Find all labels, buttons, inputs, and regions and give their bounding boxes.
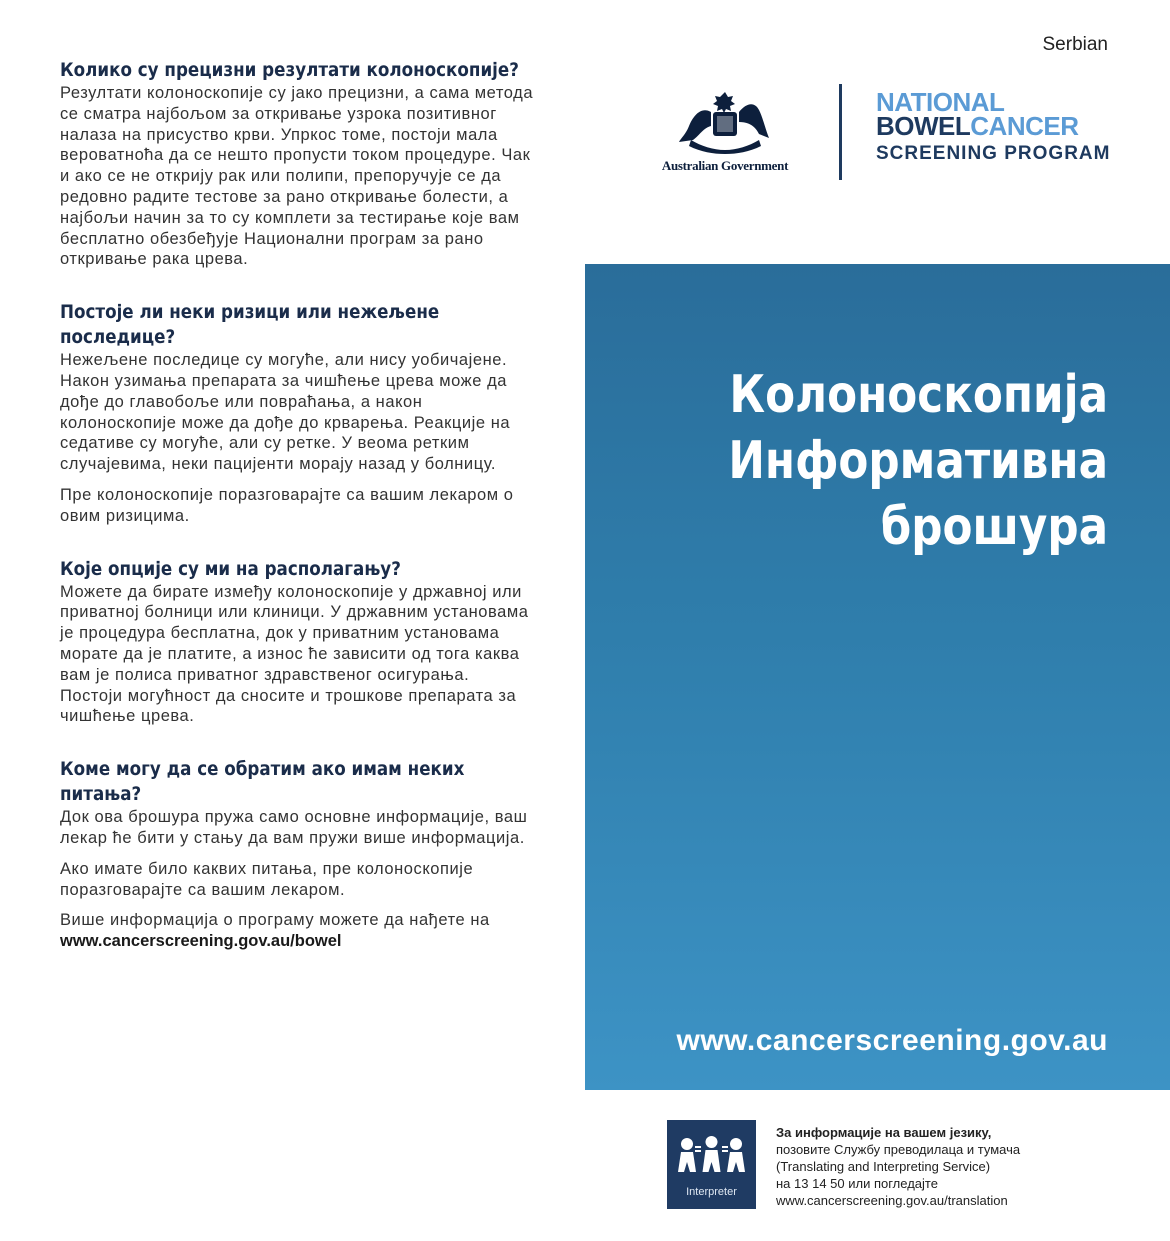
program-logo-bowel: BOWEL [876, 111, 971, 141]
australian-government-text: Australian Government [661, 158, 789, 173]
program-logo-line1: NATIONAL [876, 87, 1005, 117]
section-paragraph: Резултати колоноскопије су јако прецизни, а сама метода се сматра најбољом за откривање узрока позитивног налаза на присуство крви. Упркос томе, постоји мала вероватноћа да се нешто пропусти током процедуре. Чак и ако се не открију рак или полипи, препоручује се да редовно радите тестове за рано откривање болести, а најбољи начин за то су комплети за тестирање које вам бесплатно обезбеђује Национални програм за рано откривање рака црева. [60, 84, 534, 269]
interpreter-info [776, 1124, 1106, 1209]
translation-link[interactable]: www.cancerscreening.gov.au/translation [776, 1193, 1008, 1208]
interpreter-icon-label: Interpreter [686, 1186, 737, 1198]
section-questions [60, 757, 535, 952]
section-accuracy [60, 58, 535, 270]
cover-title-line1: Колоноскопија [729, 365, 1108, 425]
coat-of-arms-icon [677, 88, 773, 154]
cover-title-line2: Информативна [728, 431, 1108, 491]
section-title: Коме могу да се обратим ако имам неких питања? [60, 758, 465, 806]
cover-title-line3: брошура [880, 497, 1108, 557]
language-label: Serbian [1042, 34, 1108, 55]
logo-divider [839, 84, 842, 180]
section-options [60, 557, 535, 728]
program-logo-line2 [876, 111, 1116, 141]
section-paragraph: Нежељене последице су могуће, али нису уобичајене. Након узимања препарата за чишћење црева може да дође до главобоље или повраћања, а након колоноскопије може да дође до крварења. Реакције на седативе су могуће, али су ретке. У веома ретким случајевима, неки пацијенти морају назад у болницу. [60, 351, 511, 474]
program-logo-line3: SCREENING PROGRAM [876, 143, 1111, 164]
section-title: Које опције су ми на располагању? [60, 557, 401, 580]
section-paragraph: Ако имате било каквих питања, пре колоноскопије поразговарајте са вашим лекаром. [60, 859, 474, 899]
more-info-paragraph [60, 910, 535, 952]
bowel-info-link[interactable]: www.cancerscreening.gov.au/bowel [60, 932, 342, 951]
cover-panel [585, 264, 1170, 1090]
brochure-text-column [60, 58, 535, 982]
cover-title [728, 362, 1108, 560]
section-title: Постоје ли неки ризици или нежељене последице? [60, 301, 440, 349]
program-logo-cancer: CANCER [970, 111, 1079, 141]
program-logo [876, 87, 1116, 168]
section-risks [60, 300, 535, 526]
interpreter-logo [667, 1120, 756, 1209]
interpreter-line: (Translating and Interpreting Service) [776, 1159, 991, 1174]
more-info-text: Више информација о програму можете да нађете на [60, 911, 490, 930]
interpreter-heading: За информације на вашем језику, [776, 1125, 992, 1140]
cover-website-link[interactable]: www.cancerscreening.gov.au [676, 1024, 1108, 1057]
section-paragraph: Пре колоноскопије поразговарајте са вашим лекаром о овим ризицима. [60, 485, 514, 525]
section-paragraph: Док ова брошура пружа само основне информације, ваш лекар ће бити у стању да вам пружи више информација. [60, 808, 528, 847]
section-paragraph: Можете да бирате између колоноскопије у државној или приватној болници или клиници. У државним установама је процедура бесплатна, док у приватним установама морате да је платите, а износ ће зависити од тога каква вам је полиса приватног здравственог осигурања. Постоји могућност да сносите и трошкове препарата за чишћење црева. [60, 582, 529, 726]
australian-government-logo [640, 88, 810, 178]
interpreter-people-icon [667, 1120, 756, 1186]
interpreter-line: позовите Службу преводилаца и тумача [776, 1142, 1021, 1157]
interpreter-line: на 13 14 50 или погледајте [776, 1176, 938, 1191]
section-title: Колико су прецизни резултати колоноскопије? [60, 59, 519, 81]
